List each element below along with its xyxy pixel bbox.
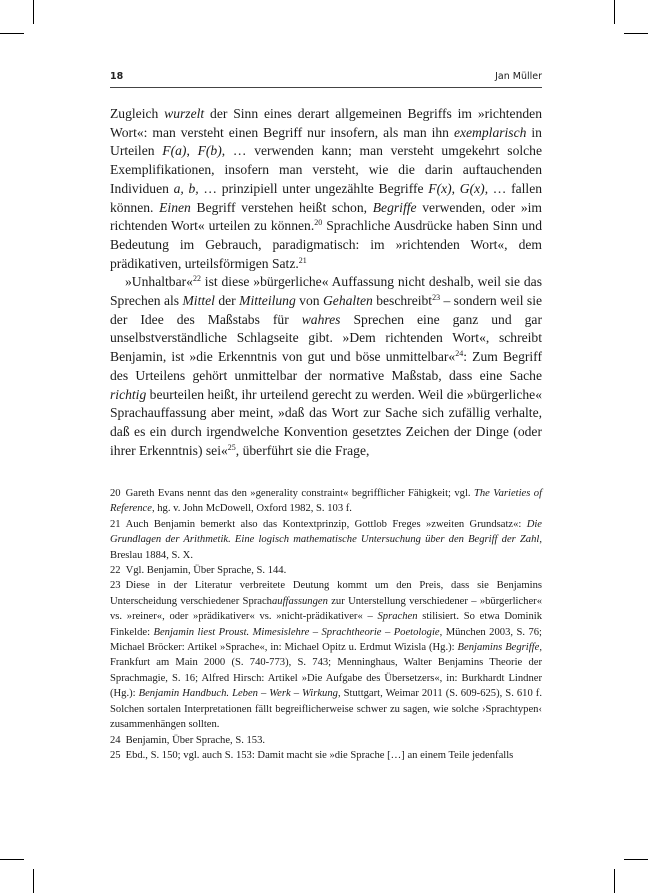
footnote-number: 24 [110,734,121,746]
italic-text: G(x) [459,180,485,196]
running-head-author: Jan Müller [495,71,542,82]
footnote-ref: 24 [455,349,464,359]
crop-mark [33,869,34,893]
running-header [110,71,542,82]
footnote-ref: 21 [298,255,307,265]
italic-text: The Varieties of Reference [110,488,543,515]
italic-text: Begriffe [372,199,417,215]
italic-text: Benjamins Begriffe [457,642,540,654]
footnote: 21 Auch Benjamin bemerkt also das Kontextprinzip, Gottlob Freges »zweiten Grundsatz«: Die Grundlagen der Arithmetik. Eine logisch mathematische Untersuchung über den Begriff der Zahl, Breslau 1884, S. X. [110,518,542,561]
italic-text: wurzelt [164,106,205,121]
main-text [110,105,542,460]
italic-text: wahres [301,311,341,327]
body-paragraph: Zugleich wurzelt der Sinn eines derart allgemeinen Begriffs im »richtenden Wort«: man versteht einen Begriff nur insofern, als man ihn exemplarisch in Urteilen F(a), F(b), … verwenden kann; man versteht umgekehrt solche Exemplifikationen, insofern man versteht, wie die darin auftauchenden Individuen a, b, … prinzipiell unter ungezählte Begriffe F(x), G(x), … fallen können. Einen Begriff verstehen heißt schon, Begriffe verwenden, oder »im richtenden Wort« urteilen zu können.$^{20}$ Sprachliche Ausdrücke haben Sinn und Bedeutung im Gebrauch, paradigmatisch: im »richtenden Wort«, dem prädikativen, urteilsförmigen Satz.$^{21}$ [110,106,543,271]
italic-text: Benjamin Handbuch. Leben – Werk – Wirkung [138,688,338,700]
footnote: 20 Gareth Evans nennt das den »generality constraint« begrifflicher Fähigkeit; vgl. The Varieties of Reference, hg. v. John McDowell, Oxford 1982, S. 103 f. [110,488,543,515]
crop-mark [0,33,24,34]
italic-text: Gehalten [322,293,373,309]
italic-text: Mitteilung [239,293,296,309]
footnote-number: 22 [110,565,121,577]
italic-text: F(x) [428,180,452,196]
page-number: 18 [110,71,124,82]
italic-text: Einen [159,199,191,215]
italic-text: Die Grundlagen der Arithmetik. Eine logisch mathematische Untersuchung über den Begriff der Zahl [110,518,542,546]
crop-mark [0,859,24,860]
italic-text: F(b) [197,143,222,159]
italic-text: Sprachen [377,611,418,623]
footnote-number: 25 [110,749,121,761]
footnote: 24 Benjamin, Über Sprache, S. 153. [110,734,266,746]
footnote-number: 23 [110,580,121,592]
footnote-number: 21 [110,518,121,530]
footnotes [110,486,542,763]
footnote: 22 Vgl. Benjamin, Über Sprache, S. 144. [110,565,287,577]
italic-text: Mittel [182,293,215,309]
footnote-ref: 25 [227,442,236,452]
italic-text: a, b, [173,180,199,196]
crop-mark [614,0,615,24]
crop-mark [33,0,34,24]
italic-text: Benjamin liest Proust. Mimesislehre – Sprachtheorie – Poetologie [153,626,440,638]
footnote: 23 Diese in der Literatur verbreitete Deutung kommt um den Preis, dass sie Benjamins Unterscheidung verschiedener Sprachauffassungen zur Unterstellung verschiedener – »bürgerlicher« vs. »reiner«, oder »prädikativer« vs. »nicht-prädikativer« – Sprachen stilisiert. So etwa Dominik Finkelde: Benjamin liest Proust. Mimesislehre – Sprachtheorie – Poetologie, München 2003, S. 76; Michael Bröcker: Artikel »Sprache«, in: Michael Opitz u. Erdmut Wizisla (Hg.): Benjamins Begriffe, Frankfurt am Main 2000 (S. 740-773), S. 743; Menninghaus, Walter Benjamins Theorie der Sprachmagie, S. 16; Alfred Hirsch: Artikel »Die Aufgabe des Übersetzers«, in: Burkhardt Lindner (Hg.): Benjamin Handbuch. Leben – Werk – Wirkung, Stuttgart, Weimar 2011 (S. 609-625), S. 610 f. Solchen sortalen Interpretationen fällt begreiflicherweise schwer zu sagen, wie solche ›Sprachtypen‹ zusammenhängen sollten. [110,580,543,731]
italic-text: F(a) [162,143,187,159]
header-rule [110,87,542,88]
crop-mark [624,33,648,34]
footnote-ref: 20 [314,218,323,228]
footnote-number: 20 [110,488,121,499]
crop-mark [614,869,615,893]
crop-mark [624,859,648,860]
footnote-ref: 22 [192,274,201,284]
italic-text: richtig [110,386,147,402]
body-paragraph: »Unhaltbar«$^{22}$ ist diese »bürgerliche« Auffassung nicht deshalb, weil sie das Sprechen als Mittel der Mitteilung von Gehalten beschreibt$^{23}$ – sondern weil sie der Idee des Maßstabs für wahres Sprechen eine ganz und gar unselbstverständliche Schlagseite gibt. »Dem richtenden Wort«, schreibt Benjamin, ist »die Erkenntnis von gut und böse unmittelbar«$^{24}$: Zum Begriff des Urteilens gehört unmittelbar der normative Maßstab, dass eine Sache richtig beurteilen heißt, ihr urteilend gerecht zu werden. Weil die »bürgerliche« Sprachauffassung aber meint, »daß das Wort zur Sache sich zufällig verhalte, daß es ein durch irgendwelche Konvention gesetztes Zeichen der Dinge (oder ihrer Erkenntnis) sei«$^{25}$, überführt sie die Frage, [110,274,543,458]
footnote: 25 Ebd., S. 150; vgl. auch S. 153: Damit macht sie »die Sprache […] an einem Teile jedenfalls [110,749,514,761]
italic-text: exemplarisch [453,124,527,140]
footnote-ref: 23 [432,293,441,303]
italic-text: auffassungen [271,595,328,607]
